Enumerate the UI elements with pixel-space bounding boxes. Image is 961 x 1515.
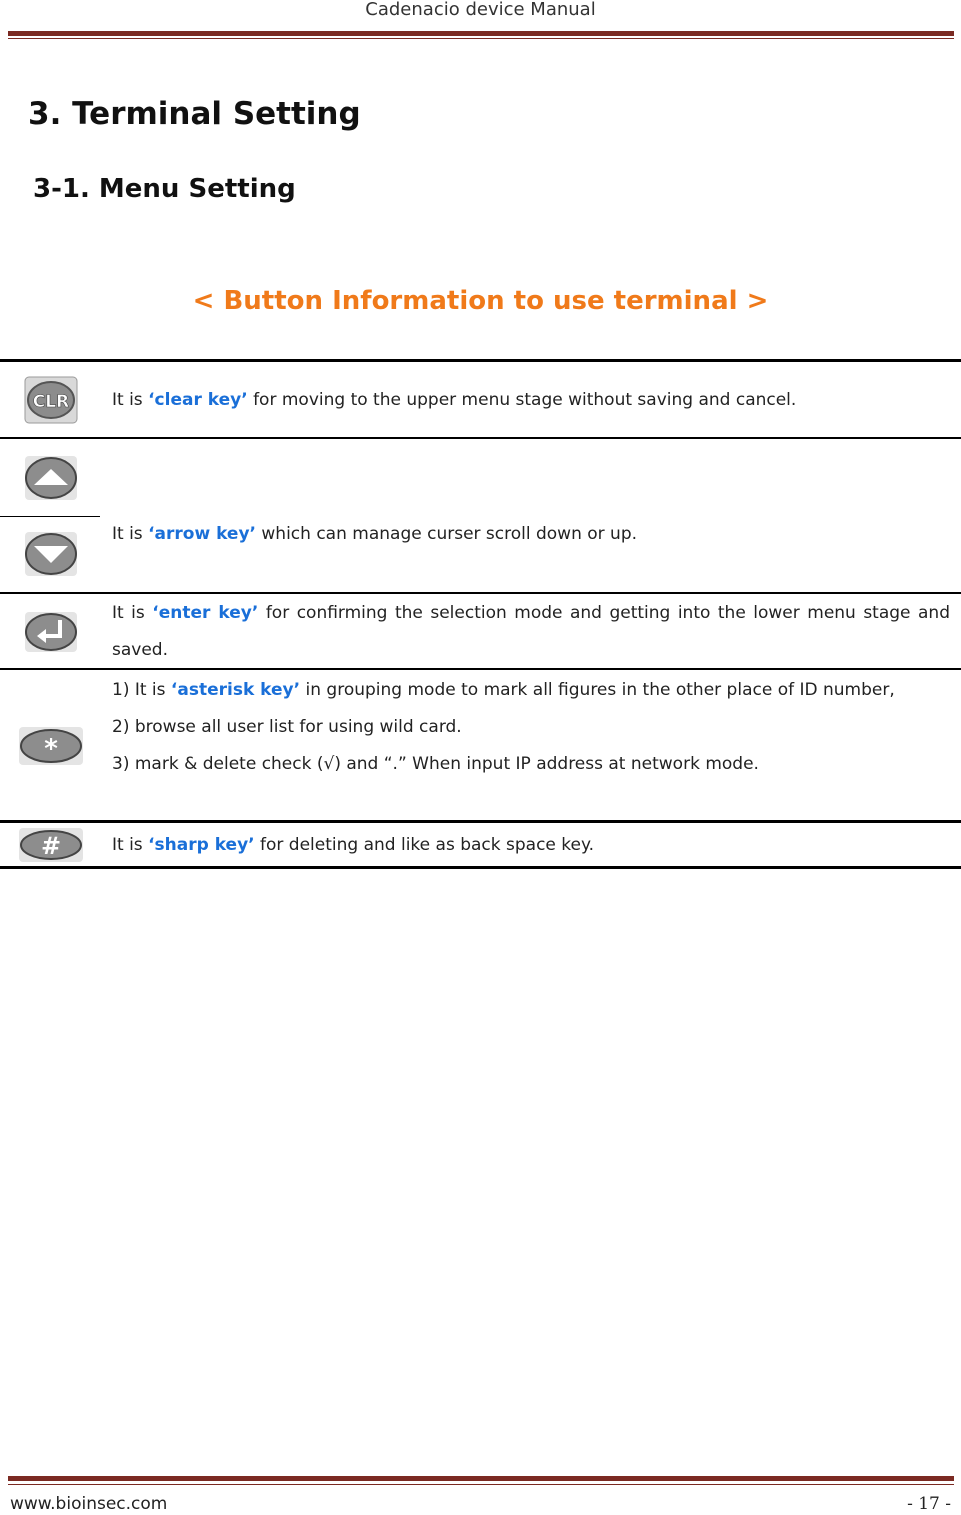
table-caption: < Button Information to use terminal > xyxy=(192,286,769,316)
header-rule-thin xyxy=(8,38,954,39)
asterisk-key-glyph: * xyxy=(44,734,58,764)
asterisk-key-description xyxy=(112,672,950,783)
table-icon-divider xyxy=(0,516,100,517)
asterisk-line-2: 2) browse all user list for using wild card. xyxy=(112,717,462,737)
clear-key-icon xyxy=(24,376,78,428)
table-top-rule xyxy=(0,359,961,362)
clear-key-glyph: CLR xyxy=(32,392,70,412)
sharp-key-icon xyxy=(18,827,84,867)
asterisk-line-3: 3) mark & delete check (√) and “.” When input IP address at network mode. xyxy=(112,754,759,774)
arrow-up-key-icon xyxy=(24,455,78,505)
arrow-down-key-icon xyxy=(24,531,78,581)
sharp-key-description: It is ‘sharp key’ for deleting and like as back space key. xyxy=(112,835,595,855)
header-rule xyxy=(8,31,954,36)
sharp-key-glyph: # xyxy=(40,832,62,860)
enter-key-icon xyxy=(24,611,78,657)
subsection-heading: 3-1. Menu Setting xyxy=(33,174,296,204)
enter-key-description: It is ‘enter key’ for confirming the selection mode and getting into the lower menu stage and saved. xyxy=(112,603,950,660)
page-number: - 17 - xyxy=(907,1494,951,1514)
asterisk-line-1: 1) It is ‘asterisk key’ in grouping mode to mark all figures in the other place of ID number, xyxy=(112,680,895,700)
table-row-rule xyxy=(0,820,961,823)
arrow-key-description: It is ‘arrow key’ which can manage curser scroll down or up. xyxy=(112,524,638,544)
footer-rule-thin xyxy=(8,1484,954,1485)
asterisk-key-icon xyxy=(18,726,84,770)
table-row-rule xyxy=(0,592,961,594)
running-header: Cadenacio device Manual xyxy=(365,0,596,20)
section-heading: 3. Terminal Setting xyxy=(28,96,361,132)
clear-key-description: It is ‘clear key’ for moving to the upper menu stage without saving and cancel. xyxy=(112,390,797,410)
table-row-rule xyxy=(0,437,961,439)
table-bottom-rule xyxy=(0,866,961,869)
footer-website: www.bioinsec.com xyxy=(10,1494,168,1514)
footer-rule xyxy=(8,1476,954,1481)
